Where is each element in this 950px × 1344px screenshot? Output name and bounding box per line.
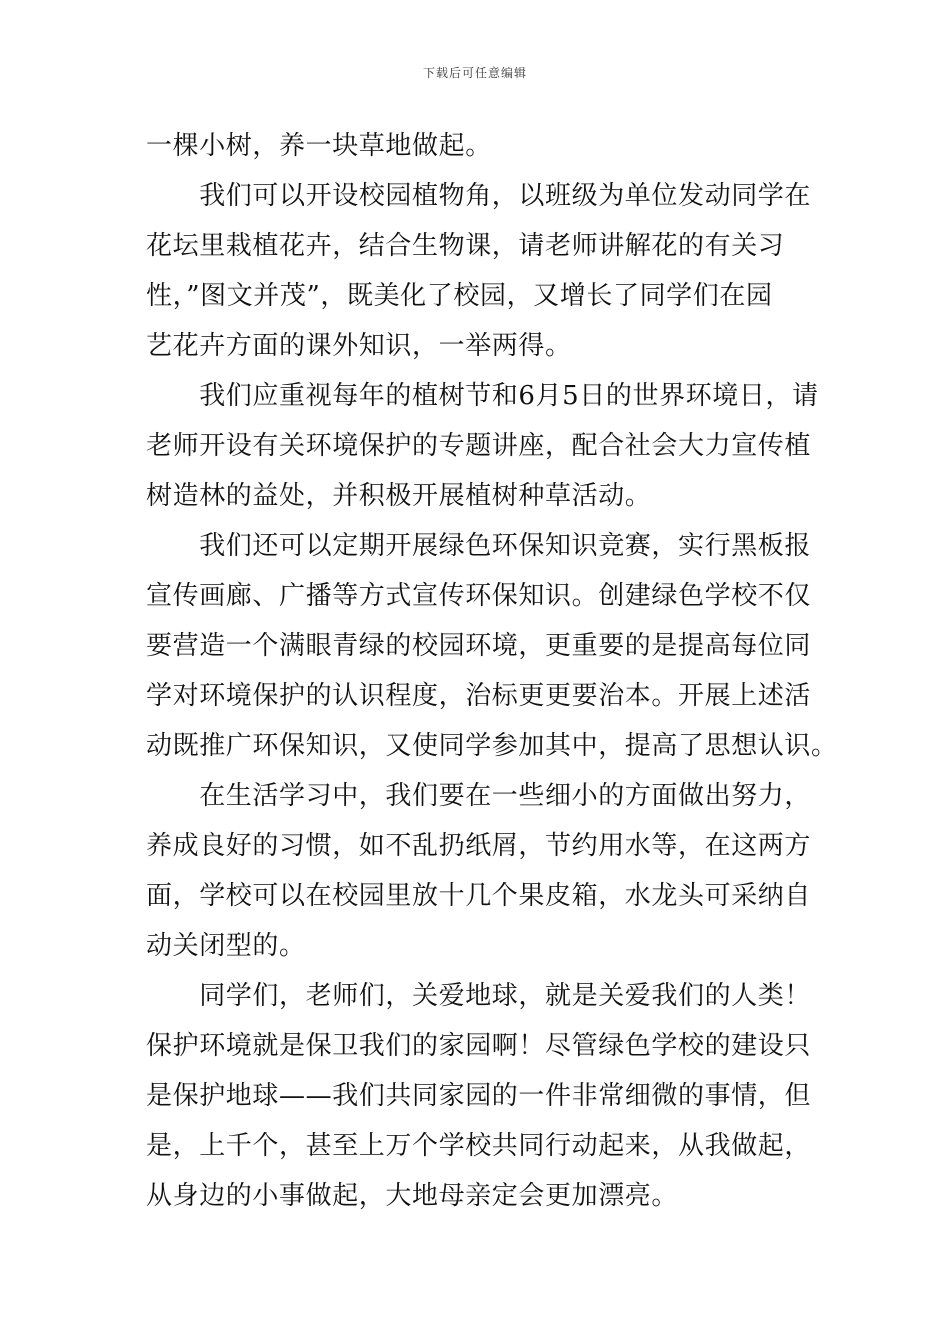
text-line: 我们还可以定期开展绿色环保知识竞赛，实行黑板报	[146, 531, 812, 561]
text-line: 花坛里栽植花卉，结合生物课，请老师讲解花的有关习	[146, 231, 785, 261]
page-header: 下载后可任意编辑	[422, 66, 527, 80]
text-line: 养成良好的习惯，如不乱扔纸屑，节约用水等，在这两方	[146, 831, 812, 861]
text-line: 面，学校可以在校园里放十几个果皮箱，水龙头可采纳自	[146, 881, 812, 911]
text-line: 要营造一个满眼青绿的校园环境，更重要的是提高每位同	[146, 631, 812, 661]
text-line: 是保护地球——我们共同家园的一件非常细微的事情，但	[146, 1081, 812, 1111]
text-line: 老师开设有关环境保护的专题讲座，配合社会大力宣传植	[146, 431, 812, 461]
text-line: 树造林的益处，并积极开展植树种草活动。	[146, 481, 652, 511]
text-line: 宣传画廊、广播等方式宣传环保知识。创建绿色学校不仅	[146, 581, 812, 611]
text-line: 我们可以开设校园植物角，以班级为单位发动同学在	[146, 181, 812, 211]
text-line: 我们应重视每年的植树节和6月5日的世界环境日，请	[146, 381, 819, 411]
document-body	[146, 121, 838, 1221]
text-line: 动既推广环保知识，又使同学参加其中，提高了思想认识。	[146, 731, 838, 761]
text-line: 保护环境就是保卫我们的家园啊！尽管绿色学校的建设只	[146, 1031, 812, 1061]
text-line: 是，上千个，甚至上万个学校共同行动起来，从我做起，	[146, 1131, 812, 1161]
text-line: 动关闭型的。	[146, 931, 306, 961]
text-line: 一棵小树，养一块草地做起。	[146, 131, 492, 161]
text-line: 在生活学习中，我们要在一些细小的方面做出努力，	[146, 781, 812, 811]
text-line: 从身边的小事做起，大地母亲定会更加漂亮。	[146, 1181, 679, 1211]
text-line: 学对环境保护的认识程度，治标更更要治本。开展上述活	[146, 681, 812, 711]
text-line: 同学们，老师们，关爱地球，就是关爱我们的人类！	[146, 981, 812, 1011]
text-line: 性，”图文并茂”，既美化了校园，又增长了同学们在园	[146, 281, 773, 311]
text-line: 艺花卉方面的课外知识，一举两得。	[146, 331, 572, 361]
